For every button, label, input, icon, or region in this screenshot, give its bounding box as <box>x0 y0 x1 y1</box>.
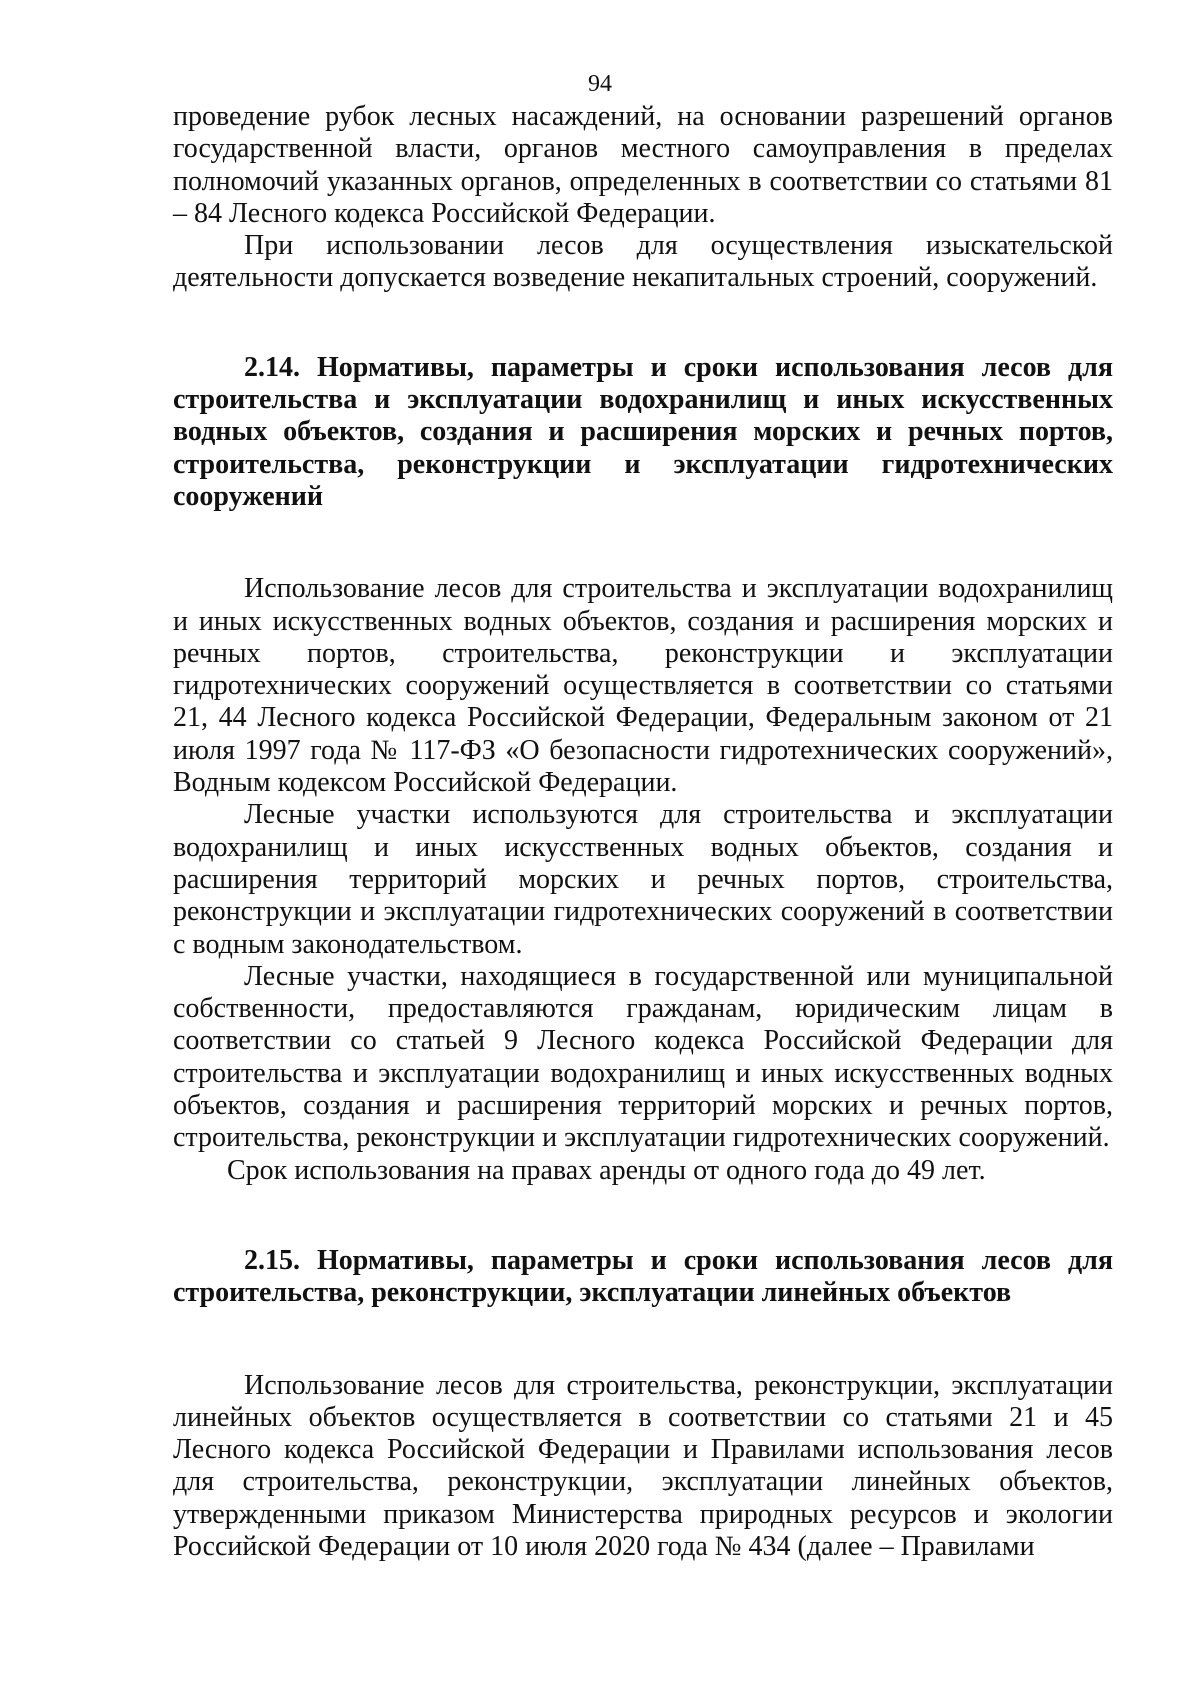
section-heading-2-14: 2.14. Нормативы, параметры и сроки использования лесов для строительства и эксплуатации водохранилищ и иных искусственных водных объектов, создания и расширения морских и речных портов, строительства, реконструкции и эксплуатации гидротехнических сооружений <box>173 351 1113 512</box>
paragraph-lease-term: Срок использования на правах аренды от одного года до 49 лет. <box>227 1154 986 1186</box>
paragraph-plots-provision: Лесные участки, находящиеся в государственной или муниципальной собственности, предоставляются гражданам, юридическим лицам в соответствии со статьей 9 Лесного кодекса Российской Федерации для строительства и эксплуатации водохранилищ и иных искусственных водных объектов, создания и расширения территорий морских и речных портов, строительства, реконструкции и эксплуатации гидротехнических сооружений. <box>173 960 1113 1154</box>
paragraph-continued: проведение рубок лесных насаждений, на основании разрешений органов государственной власти, органов местного самоуправления в пределах полномочий указанных органов, определенных в соответствии со статьями 81 – 84 Лесного кодекса Российской Федерации. <box>173 101 1113 229</box>
paragraph-survey-activity: При использовании лесов для осуществления изыскательской деятельности допускается возведение некапитальных строений, сооружений. <box>173 230 1113 294</box>
paragraph-plots-usage: Лесные участки используются для строительства и эксплуатации водохранилищ и иных искусственных водных объектов, создания и расширения территорий морских и речных портов, строительства, реконструкции и эксплуатации гидротехнических сооружений в соответствии с водным законодательством. <box>173 799 1113 960</box>
paragraph-linear-objects: Использование лесов для строительства, реконструкции, эксплуатации линейных объектов осуществляется в соответствии со статьями 21 и 45 Лесного кодекса Российской Федерации и Правилами использования лесов для строительства, реконструкции, эксплуатации линейных объектов, утвержденными приказом Министерства природных ресурсов и экологии Российской Федерации от 10 июля 2020 года № 434 (далее – Правилами <box>173 1369 1113 1562</box>
document-body <box>173 101 1113 1563</box>
paragraph-usage-basis: Использование лесов для строительства и эксплуатации водохранилищ и иных искусственных водных объектов, создания и расширения морских и речных портов, строительства, реконструкции и эксплуатации гидротехнических сооружений осуществляется в соответствии со статьями 21, 44 Лесного кодекса Российской Федерации, Федеральным законом от 21 июля 1997 года № 117-ФЗ «О безопасности гидротехнических сооружений», Водным кодексом Российской Федерации. <box>173 573 1113 799</box>
section-heading-2-15: 2.15. Нормативы, параметры и сроки использования лесов для строительства, реконструкции, эксплуатации линейных объектов <box>173 1244 1113 1309</box>
page-number: 94 <box>588 71 612 97</box>
